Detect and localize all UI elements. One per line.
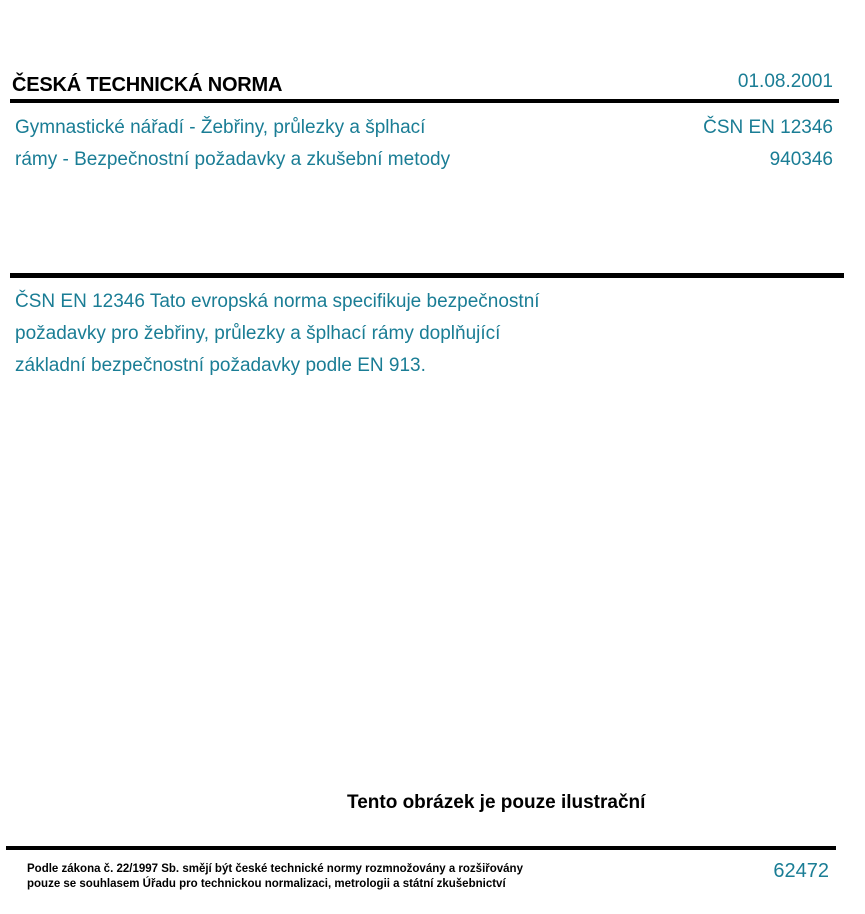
abstract-line-1: ČSN EN 12346 Tato evropská norma specifikuje bezpečnostní	[15, 291, 540, 312]
classification-number: 940346	[769, 149, 833, 170]
header-divider	[10, 99, 839, 103]
publication-date: 01.08.2001	[737, 71, 833, 92]
footer-divider	[6, 846, 836, 850]
catalog-number: 62472	[773, 860, 829, 882]
document-type-heading: ČESKÁ TECHNICKÁ NORMA	[12, 74, 283, 96]
standard-title-line-2: rámy - Bezpečnostní požadavky a zkušební metody	[15, 149, 451, 170]
abstract-line-2: požadavky pro žebřiny, průlezky a šplhací rámy doplňující	[15, 323, 501, 344]
legal-notice-line-2: pouze se souhlasem Úřadu pro technickou normalizaci, metrologii a státní zkušebnictví	[27, 878, 506, 890]
legal-notice-line-1: Podle zákona č. 22/1997 Sb. smějí být české technické normy rozmnožovány a rozšiřovány	[27, 863, 523, 875]
section-divider	[10, 273, 844, 278]
standard-title-line-1: Gymnastické nářadí - Žebřiny, průlezky a šplhací	[15, 117, 426, 138]
illustration-note: Tento obrázek je pouze ilustrační	[347, 792, 646, 813]
abstract-line-3: základní bezpečnostní požadavky podle EN 913.	[15, 355, 426, 376]
standard-code: ČSN EN 12346	[703, 117, 833, 138]
